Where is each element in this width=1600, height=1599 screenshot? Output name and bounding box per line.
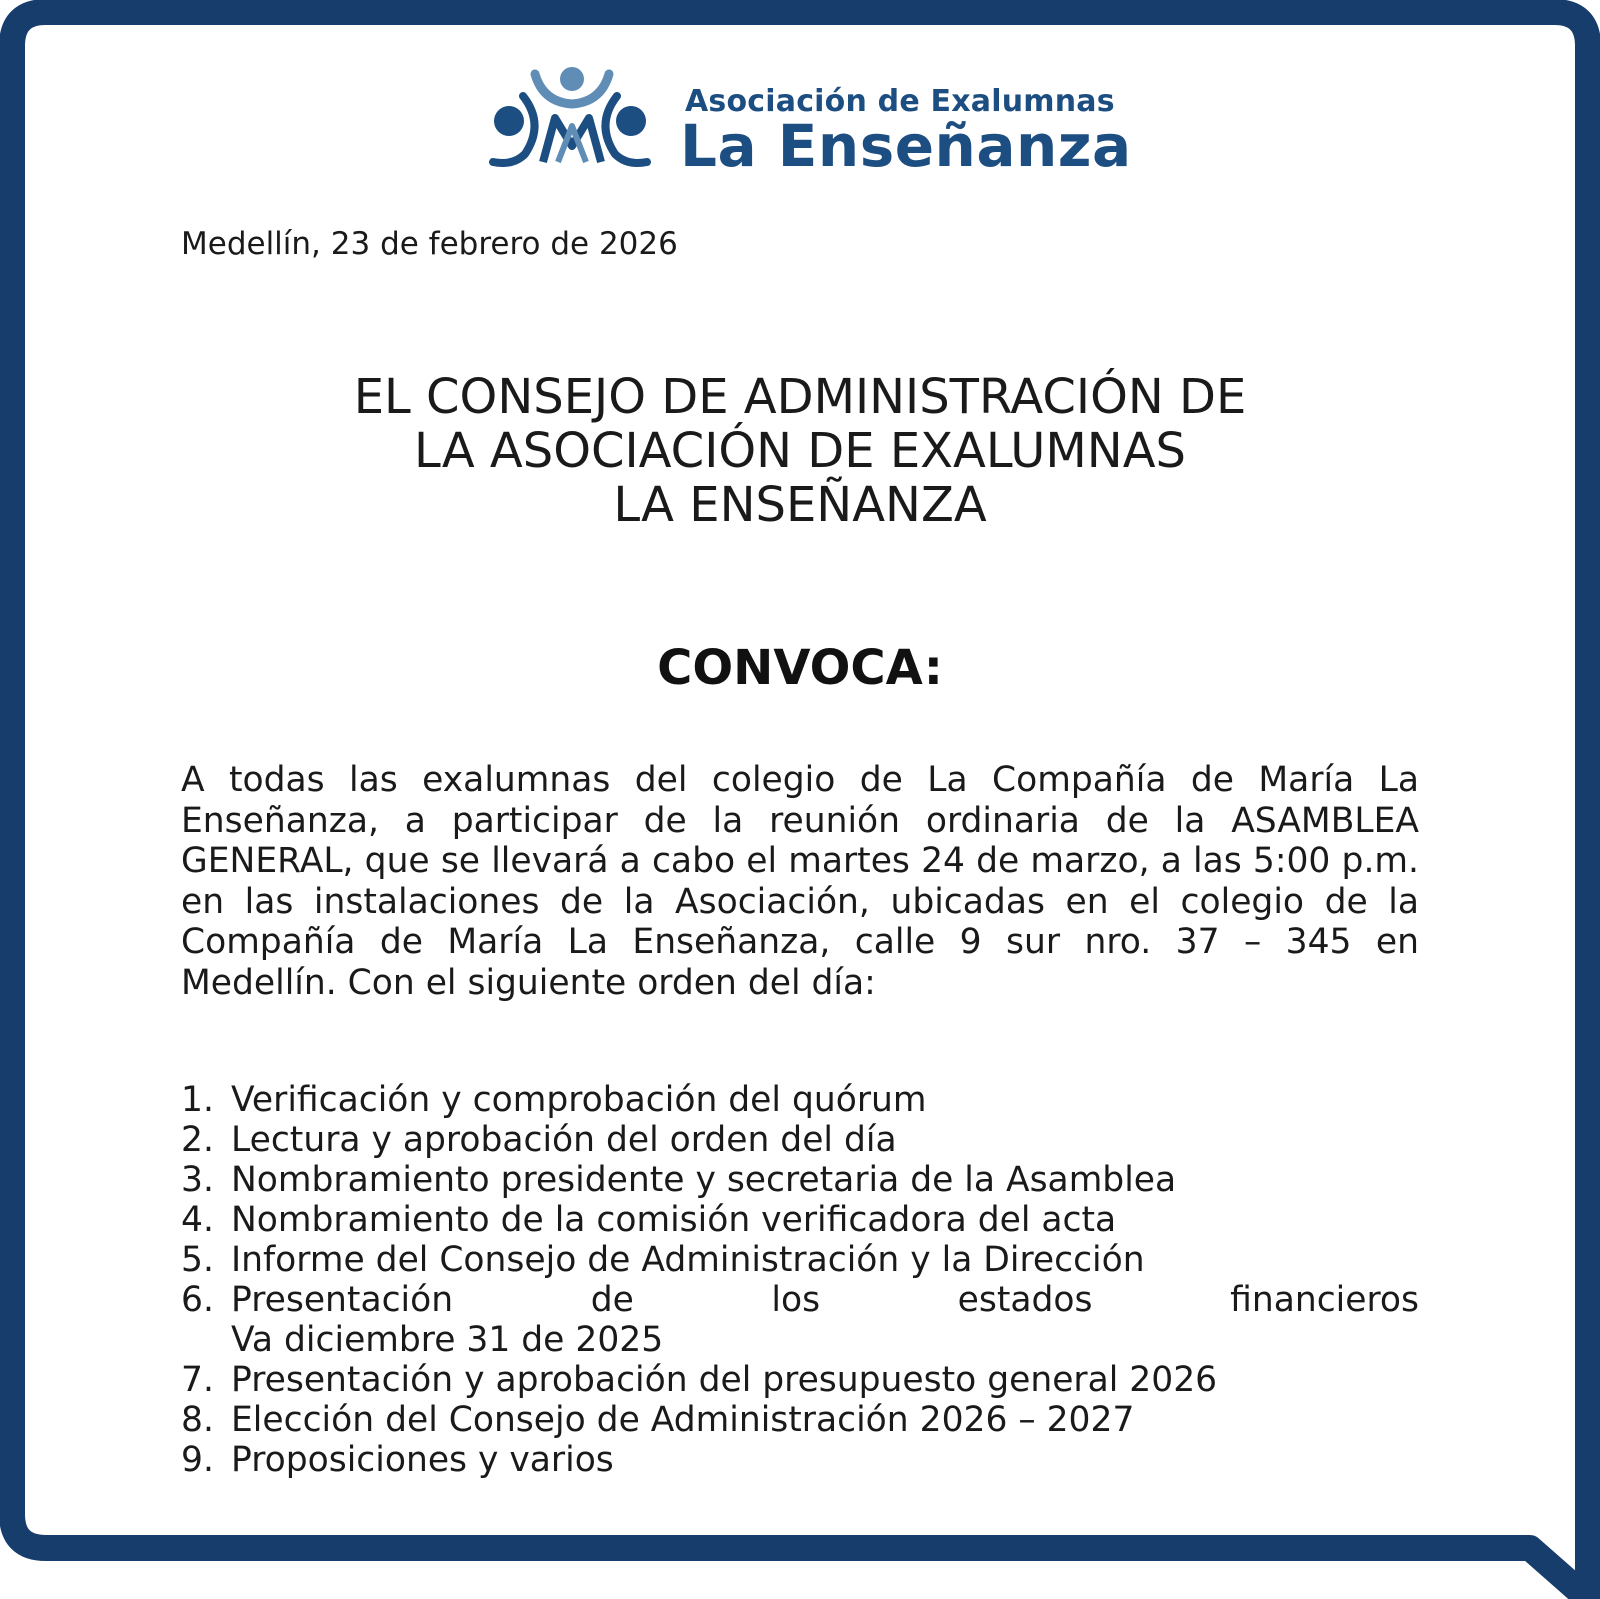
agenda-item-number: 9. <box>181 1440 214 1480</box>
agenda-item-number: 2. <box>181 1120 214 1160</box>
convoca-title: CONVOCA: <box>657 640 943 696</box>
heading-line: LA ASOCIACIÓN DE EXALUMNAS <box>413 423 1186 479</box>
logo-name: La Enseñanza <box>680 112 1132 180</box>
agenda-list <box>181 1080 1419 1480</box>
heading-line: LA ENSEÑANZA <box>613 477 987 533</box>
agenda-item <box>181 1240 1419 1280</box>
agenda-item-number: 4. <box>181 1200 214 1240</box>
agenda-word: Presentación <box>231 1280 454 1320</box>
logo <box>485 66 1132 180</box>
heading-line: EL CONSEJO DE ADMINISTRACIÓN DE <box>353 369 1247 425</box>
document-heading <box>180 370 1420 532</box>
agenda-word: los <box>771 1280 821 1320</box>
agenda-item-number: 8. <box>181 1400 214 1440</box>
agenda-item-text: Lectura y aprobación del orden del día <box>231 1120 897 1160</box>
agenda-word: financieros <box>1230 1280 1419 1320</box>
agenda-item-number: 7. <box>181 1360 214 1400</box>
agenda-item <box>181 1080 1419 1120</box>
agenda-item <box>181 1120 1419 1160</box>
agenda-item <box>181 1360 1419 1400</box>
logo-subtitle: Asociación de Exalumnas <box>685 84 1115 119</box>
document-date: Medellín, 23 de febrero de 2026 <box>181 226 678 262</box>
agenda-item <box>181 1400 1419 1440</box>
agenda-item <box>181 1200 1419 1240</box>
agenda-item-text <box>231 1280 1419 1360</box>
agenda-item-text: Verificación y comprobación del quórum <box>231 1080 927 1120</box>
agenda-item-number: 1. <box>181 1080 214 1120</box>
agenda-item-number: 3. <box>181 1160 214 1200</box>
agenda-item <box>181 1440 1419 1480</box>
agenda-item-text: Elección del Consejo de Administración 2026 – 2027 <box>231 1400 1135 1440</box>
agenda-item <box>181 1160 1419 1200</box>
agenda-item-line <box>231 1280 1419 1320</box>
agenda-item-text: Presentación y aprobación del presupuesto general 2026 <box>231 1360 1218 1400</box>
agenda-item-text: Proposiciones y varios <box>231 1440 614 1480</box>
agenda-word: estados <box>957 1280 1093 1320</box>
agenda-word: de <box>590 1280 634 1320</box>
agenda-item-text: Informe del Consejo de Administración y la Dirección <box>231 1240 1145 1280</box>
agenda-item-text: Nombramiento de la comisión verificadora del acta <box>231 1200 1117 1240</box>
alumnae-figures-logo-icon <box>485 66 665 176</box>
agenda-item-number: 5. <box>181 1240 214 1280</box>
agenda-item <box>181 1280 1419 1360</box>
agenda-item-line: Va diciembre 31 de 2025 <box>231 1320 664 1360</box>
agenda-item-number: 6. <box>181 1280 214 1320</box>
invitation-paragraph: A todas las exalumnas del colegio de La Compañía de María La Enseñanza, a participar de la reunión ordinaria de la ASAMBLEA GENERAL, que se llevará a cabo el martes 24 de marzo, a las 5:00 p.m. en las instalaciones de la Asociación, ubicadas en el colegio de la Compañía de María La Enseñanza, calle 9 sur nro. 37 – 345 en Medellín. Con el siguiente orden del día: <box>181 760 1419 1003</box>
agenda-item-text: Nombramiento presidente y secretaria de la Asamblea <box>231 1160 1177 1200</box>
